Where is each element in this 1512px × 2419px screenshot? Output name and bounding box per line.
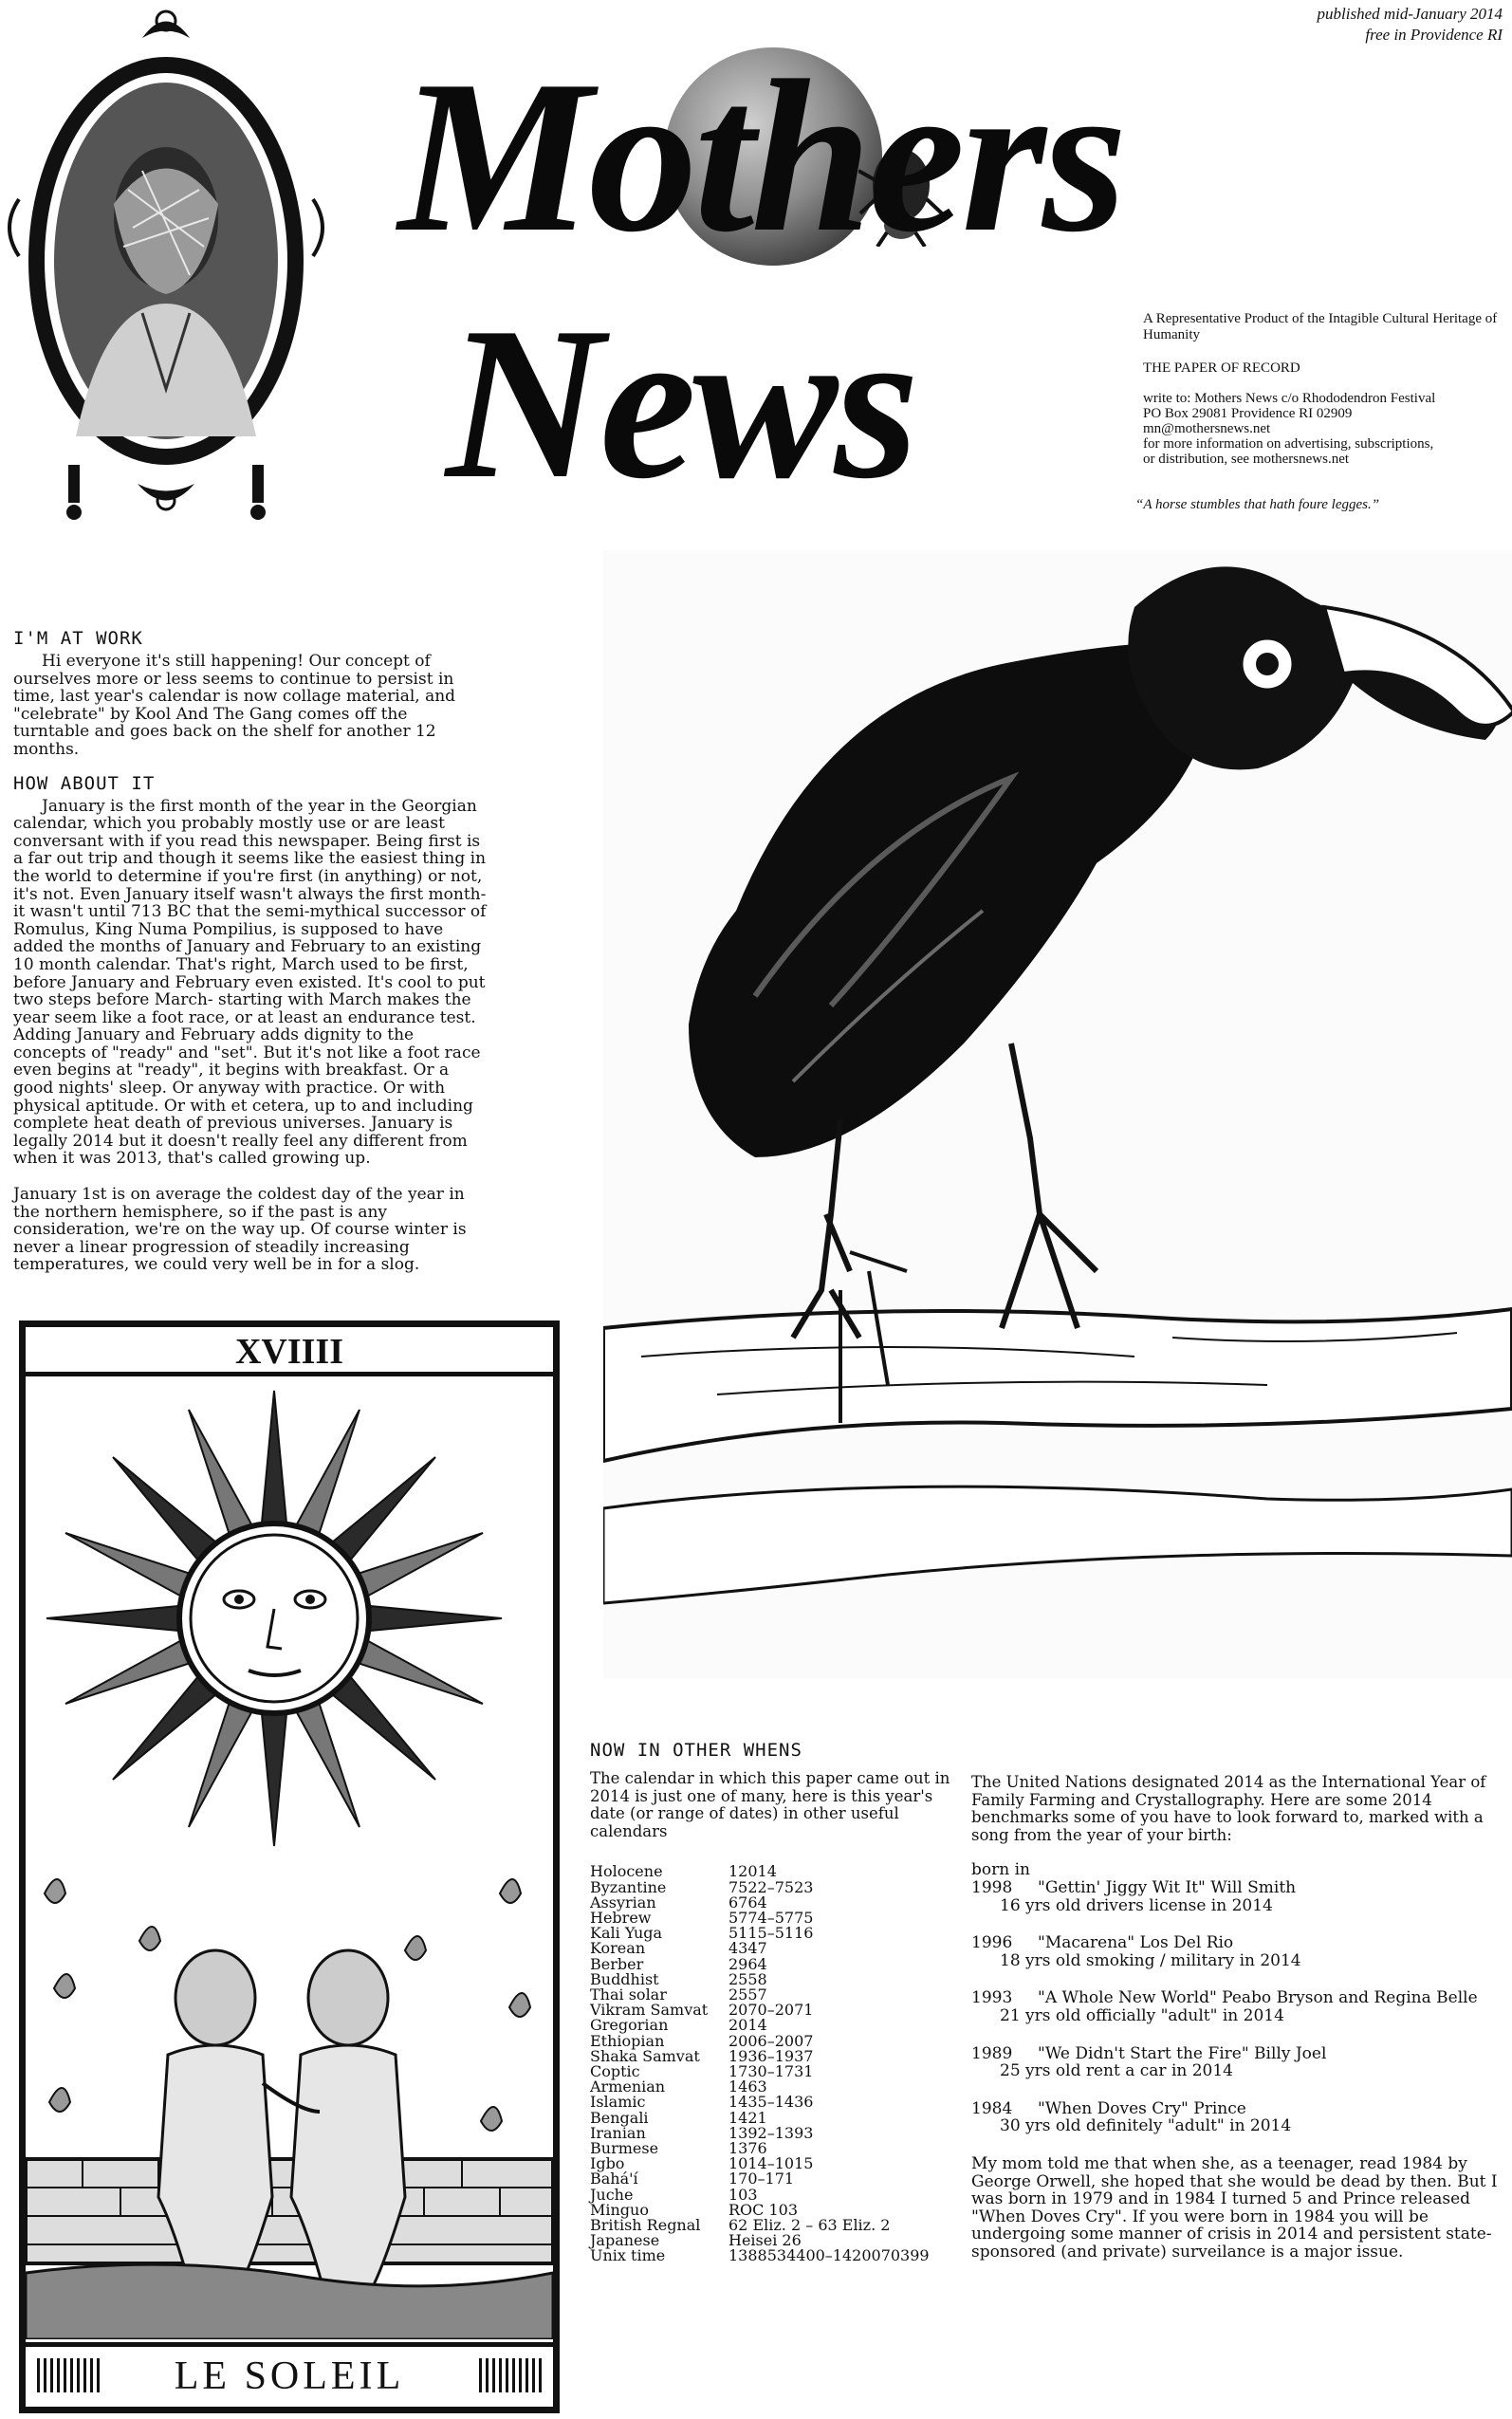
calendar-date: 1463	[728, 2077, 767, 2096]
calendar-date: ROC 103	[728, 2200, 799, 2219]
calendar-name: Holocene	[590, 1862, 663, 1881]
benchmark-year: 1984	[971, 2098, 1013, 2118]
contact-info	[1143, 391, 1508, 467]
benchmark-year-song	[971, 1934, 1503, 1952]
calendar-name: British Regnal	[590, 2216, 701, 2235]
benchmark-year: 1993	[971, 1988, 1013, 2008]
calendar-name: Igbo	[590, 2154, 625, 2173]
calendar-name: Coptic	[590, 2062, 640, 2081]
calendar-date: 1376	[728, 2139, 767, 2158]
benchmark-item	[971, 2045, 1503, 2080]
article-paragraph: January 1st is on average the coldest day of the year in the northern hemisphere, so if the past is any consideration, we're on the way up. Of course winter is never a linear progression of steadily increasing temperatures, we could very well be in for a slog.	[13, 1185, 467, 1275]
calendar-name: Unix time	[590, 2246, 666, 2265]
calendar-date: 5774–5775	[728, 1908, 814, 1927]
calendar-date: 1936–1937	[728, 2046, 814, 2065]
contact-line: write to: Mothers News c/o Rhododendron Festival	[1143, 391, 1436, 406]
contact-line: for more information on advertising, subscriptions,	[1143, 436, 1434, 452]
calendar-name: Hebrew	[590, 1908, 652, 1927]
benchmark-year: 1998	[971, 1877, 1013, 1897]
calendar-row	[590, 2171, 930, 2187]
benchmark-year-song	[971, 2100, 1503, 2118]
benchmark-song: "A Whole New World" Peabo Bryson and Regina Belle	[1038, 1988, 1478, 2008]
benchmark-year-song	[971, 1879, 1503, 1897]
calendar-name: Minguo	[590, 2200, 649, 2219]
calendar-date: 170–171	[728, 2170, 795, 2188]
benchmark-note: 18 yrs old smoking / military in 2014	[1000, 1950, 1301, 1970]
benchmark-song: "Gettin' Jiggy Wit It" Will Smith	[1038, 1877, 1297, 1897]
calendar-name: Juche	[590, 2185, 634, 2204]
calendar-name: Vikram Samvat	[590, 2001, 709, 2020]
crow-illustration	[603, 550, 1512, 1679]
calendar-name: Armenian	[590, 2077, 666, 2096]
benchmark-song: "Macarena" Los Del Rio	[1038, 1933, 1234, 1953]
calendar-name: Islamic	[590, 2093, 646, 2112]
tarot-card-le-soleil	[19, 1320, 560, 2413]
benchmarks-list	[971, 1879, 1503, 2135]
benchmark-item	[971, 1879, 1503, 1914]
masthead-title-line1: Mothers	[398, 35, 1124, 277]
benchmark-year: 1989	[971, 2043, 1013, 2063]
benchmark-note: 25 yrs old rent a car in 2014	[1000, 2061, 1234, 2081]
calendar-date: 2558	[728, 1969, 767, 1988]
calendar-date: 2006–2007	[728, 2031, 814, 2050]
calendar-name: Korean	[590, 1939, 646, 1958]
masthead-tagline: A Representative Product of the Intagible Cultural Heritage of Humanity	[1143, 311, 1498, 342]
calendar-date: 103	[728, 2185, 758, 2204]
calendar-name: Bahá'í	[590, 2170, 638, 2188]
born-in-label: born in	[971, 1860, 1030, 1880]
article-paragraph: Hi everyone it's still happening! Our concept of ourselves more or less seems to continue to persist in time, last year's calendar is now collage material, and "celebrate" by Kool And The Gang comes off the turntable and goes back on the shelf for another 12 months.	[13, 652, 456, 759]
calendar-name: Gregorian	[590, 2016, 669, 2035]
calendar-name: Byzantine	[590, 1877, 667, 1896]
calendar-date: 7522–7523	[728, 1877, 814, 1896]
calendars-intro: The calendar in which this paper came out in 2014 is just one of many, here is this year's date (or range of dates) in other useful calendars	[590, 1769, 950, 1840]
calendars-table	[590, 1864, 930, 2263]
publication-location: free in Providence RI	[1365, 26, 1503, 44]
calendar-date: 1421	[728, 2108, 767, 2127]
benchmark-note: 30 yrs old definitely "adult" in 2014	[1000, 2116, 1292, 2136]
section-heading-im-at-work: I'M AT WORK	[13, 628, 143, 649]
masthead-quote: “A horse stumbles that hath foure legges.”	[1135, 497, 1380, 512]
section-heading-now-in-other-whens: NOW IN OTHER WHENS	[590, 1740, 802, 1761]
calendar-date: 1392–1393	[728, 2123, 814, 2142]
benchmark-year: 1996	[971, 1933, 1013, 1953]
calendar-date: 2070–2071	[728, 2001, 814, 2020]
benchmarks-closing: My mom told me that when she, as a teenager, read 1984 by George Orwell, she hoped that she would be dead by then. But I was born in 1979 and in 1984 I turned 5 and Prince released "When Doves Cry". If you were born in 1984 you will be undergoing some manner of crisis in 2014 and persistent state-sponsored (and private) surveilance is a major issue.	[971, 2153, 1498, 2262]
benchmark-song: "We Didn't Start the Fire" Billy Joel	[1038, 2043, 1327, 2063]
calendar-name: Ethiopian	[590, 2031, 665, 2050]
publication-info	[1318, 4, 1503, 46]
calendar-date: 1014–1015	[728, 2154, 814, 2173]
contact-email[interactable]: mn@mothersnews.net	[1143, 421, 1271, 436]
benchmark-item	[971, 2100, 1503, 2135]
calendar-date: 1435–1436	[728, 2093, 814, 2112]
calendar-row	[590, 2248, 930, 2263]
benchmark-song: "When Doves Cry" Prince	[1038, 2098, 1246, 2118]
calendar-date: 6764	[728, 1893, 767, 1911]
calendar-name: Thai solar	[590, 1985, 667, 2004]
benchmark-item	[971, 1934, 1503, 1969]
calendar-name: Assyrian	[590, 1893, 656, 1911]
portrait-frame-illustration	[0, 0, 351, 531]
calendar-date: 12014	[728, 1862, 777, 1881]
benchmark-year-song	[971, 1989, 1503, 2007]
calendar-date: 2014	[728, 2016, 767, 2035]
calendar-name: Buddhist	[590, 1969, 659, 1988]
calendar-name: Shaka Samvat	[590, 2046, 700, 2065]
calendar-date: 5115–5116	[728, 1924, 814, 1943]
masthead-title-line2: News	[446, 282, 916, 524]
calendar-date: 4347	[728, 1939, 767, 1958]
tarot-card-footer	[26, 2342, 553, 2407]
benchmark-item	[971, 1989, 1503, 2024]
benchmarks-intro: The United Nations designated 2014 as the International Year of Family Farming and Crystallography. Here are some 2014 benchmarks some of you have to look forward to, marked with a song from the year of your birth:	[971, 1773, 1486, 1844]
article-paragraph: January is the first month of the year in the Georgian calendar, which you probably mostly use or are least conversant with if you read this newspaper. Being first is a far out trip and though it seems like the easiest thing in the world to determine if you're first (in anything) or not, it's not. Even January itself wasn't always the first month- it wasn't until 713 BC that the semi-mythical successor of Romulus, King Numa Pompilius, is supposed to have added the months of January and February to an existing 10 month calendar. That's right, March used to be first, before January and February even existed. It's cool to put two steps before March- starting with March makes the year seem like a foot race, or at least an endurance test. Adding January and February adds dignity to the concepts of "ready" and "set". But it's not like a foot race even begins at "ready", it begins with breakfast. Or a good nights' sleep. Or anyway with practice. Or with physical aptitude. Or with et cetera, up to and including complete heat death of previous universes. January is legally 2014 but it doesn't really feel any different from when it was 2013, that's called growing up.	[13, 796, 487, 1169]
calendar-date: 1730–1731	[728, 2062, 814, 2081]
calendar-name: Berber	[590, 1954, 644, 1973]
calendar-date: 2964	[728, 1954, 767, 1973]
section-heading-how-about-it: HOW ABOUT IT	[13, 772, 156, 794]
calendar-name: Kali Yuga	[590, 1924, 663, 1943]
calendar-name: Burmese	[590, 2139, 659, 2158]
published-date: published mid-January 2014	[1317, 5, 1503, 23]
benchmark-note: 21 yrs old officially "adult" in 2014	[1000, 2005, 1284, 2025]
calendar-name: Japanese	[590, 2231, 660, 2250]
benchmark-year-song	[971, 2045, 1503, 2063]
calendar-date: Heisei 26	[728, 2231, 802, 2250]
calendar-name: Bengali	[590, 2108, 649, 2127]
tarot-card-number: XVIIII	[26, 1327, 553, 1376]
calendar-name: Iranian	[590, 2123, 646, 2142]
tarot-card-name: LE SOLEIL	[174, 2354, 405, 2398]
contact-website[interactable]: or distribution, see mothersnews.net	[1143, 452, 1350, 467]
sun-and-twins-illustration	[26, 1381, 553, 2339]
paper-of-record: THE PAPER OF RECORD	[1143, 360, 1300, 376]
contact-line: PO Box 29081 Providence RI 02909	[1143, 406, 1353, 421]
calendar-date: 2557	[728, 1985, 767, 2004]
calendar-date: 62 Eliz. 2 – 63 Eliz. 2	[728, 2216, 891, 2235]
calendar-date: 1388534400–1420070399	[728, 2246, 930, 2265]
benchmark-note: 16 yrs old drivers license in 2014	[1000, 1895, 1273, 1915]
